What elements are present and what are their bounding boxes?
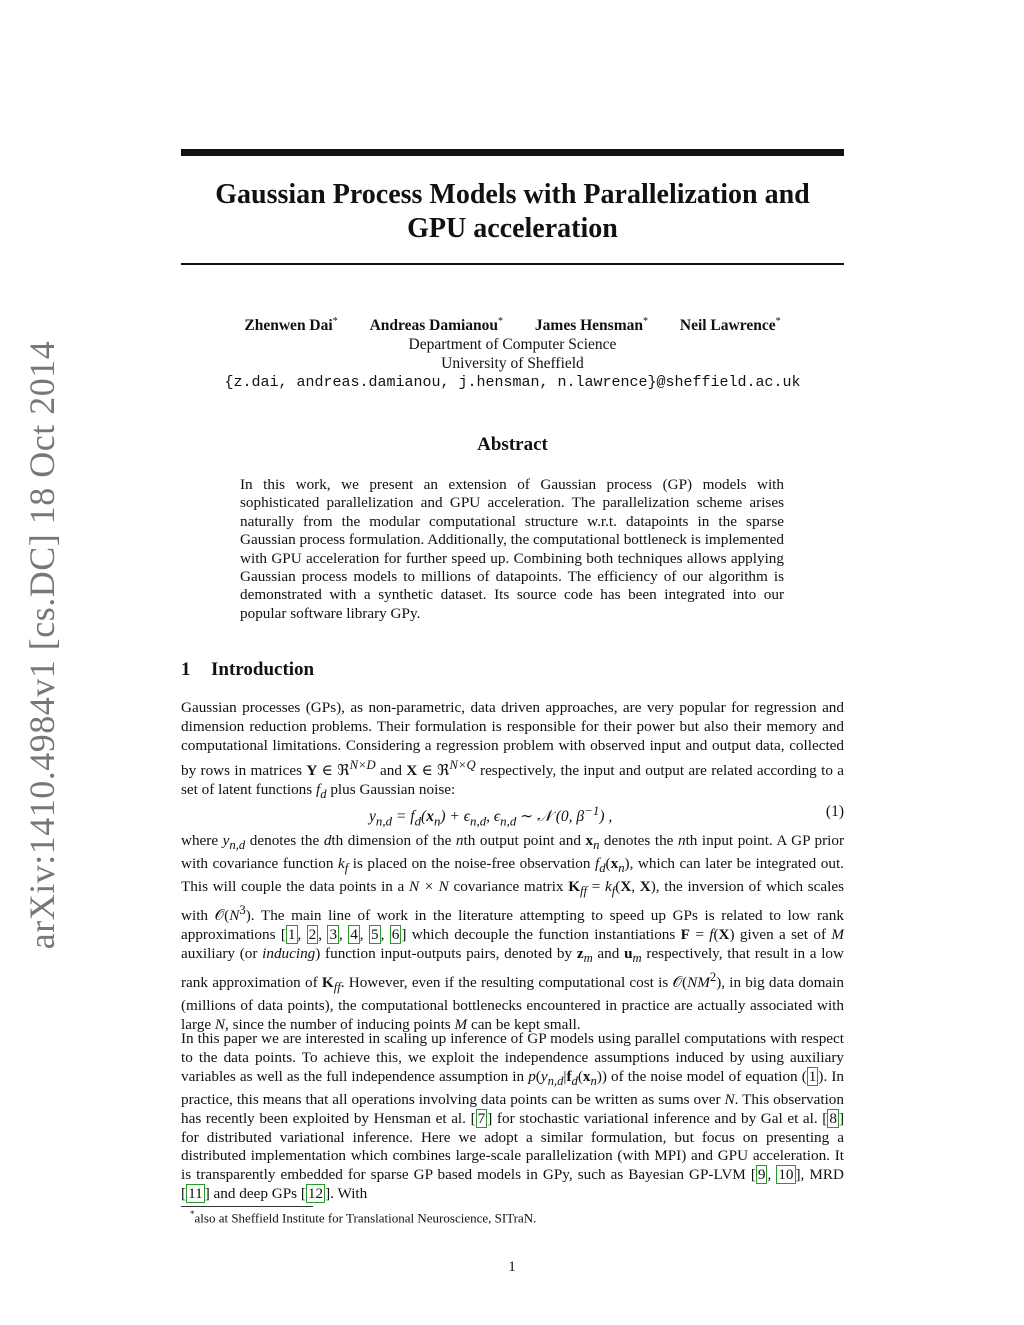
- author: Andreas Damianou*: [369, 316, 504, 335]
- intro-paragraph-1: Gaussian processes (GPs), as non-parametric, data driven approaches, are very popular for regression and dimension reduction problems. Their formulation is responsible for their power but also their memory and computational limitations. Considering a regression problem with observed input and output data, collected by rows in matrices Y ∈ ℜ$^{N\times D}$ and X ∈ ℜ$^{N\times Q}$ respectively, the input and output are related according to a set of latent functions $f_d$ plus Gaussian noise:: [181, 699, 844, 801]
- university: University of Sheffield: [441, 355, 584, 373]
- title-line-1: Gaussian Process Models with Parallelization and: [215, 179, 810, 210]
- author: James Hensman*: [534, 316, 648, 335]
- author-emails: {z.dai, andreas.damianou, j.hensman, n.lawrence}@sheffield.ac.uk: [224, 374, 801, 392]
- department: Department of Computer Science: [408, 336, 617, 354]
- page-number: 1: [508, 1259, 516, 1275]
- author: Neil Lawrence*: [679, 316, 781, 335]
- abstract-heading: Abstract: [477, 434, 548, 455]
- title-line-2: GPU acceleration: [407, 213, 618, 244]
- intro-paragraph-2: where $y_{n,d}$ denotes the dth dimension of the nth output point and $x_n$ denotes the nth input point. A GP prior with covariance function $k_f$ is placed on the noise-free observation $f_d(x_n)$, which can later be integrated out. This will couple the data points in a N × N covariance matrix $K_{ff} = k_f(X$, X), the inversion of which scales with $𝒪(N^3)$. The main line of work in the literature attempting to speed up GPs is related to low rank approximations [ 1 , 2 , 3 , 4 , 5 , 6 ] which decouple the function instantiations F = f(X) given a set of M auxiliary (or inducing) function input-outputs pairs, denoted by $z_m$ and $u_m$ respectively, that result in a low rank approximation of $K_{ff}$. However, even if the resulting computational cost is $𝒪(NM^2)$, in big data domain (millions of data points), the computational bottlenecks encountered in practice are actually associated with large N, since the number of inducing points M can be kept small.: [181, 832, 845, 1033]
- section-title: Introduction: [211, 659, 315, 680]
- author: Zhenwen Dai*: [244, 316, 338, 335]
- arxiv-identifier: arXiv:1410.4984v1 [cs.DC] 18 Oct 2014: [22, 340, 62, 950]
- intro-paragraph-3: In this paper we are interested in scaling up inference of GP models using parallel computations with respect to the data points. To achieve this, we exploit the independence assumptions induced by using auxiliary variables as well as the full independence assumption in $p(y_{n,d}|f_d(x_n))$ of the noise model of equation ( 1 ). In practice, this means that all operations involving data points can be written as sums over N. This observation has recently been exploited by Hensman et al. [ 7 ] for stochastic variational inference and by Gal et al. [ 8 ] for distributed variational inference. Here we adopt a similar formulation, but focus on presenting a distributed implementation which combines large-scale parallelization (with MPI) and GPU acceleration. It is transparently embedded for sparse GP based models in GPy, such as Bayesian GP-LVM [ 9 , 10 ], MRD [ 11 ] and deep GPs [ 12 ]. With: [181, 1030, 844, 1203]
- title-top-rule: [181, 149, 844, 156]
- paper-title: [181, 178, 844, 246]
- footnote-rule: [181, 1206, 313, 1207]
- footnote: *also at Sheffield Institute for Translational Neuroscience, SITraN.: [190, 1209, 537, 1226]
- title-bottom-rule: [181, 263, 844, 265]
- author-names: [181, 312, 844, 335]
- equation-body: $y_{n,d} = f_d(x_n) + \epsilon_{n,d}$, $\epsilon_{n,d}$ ∼ 𝒩 (0, $\beta^{-1}$) ,: [369, 803, 613, 829]
- equation-number: (1): [825, 803, 844, 820]
- section-heading: [181, 659, 314, 681]
- author-block: [181, 312, 844, 392]
- section-number: 1: [181, 659, 191, 680]
- footnote-text: also at Sheffield Institute for Translational Neuroscience, SITraN.: [194, 1210, 537, 1226]
- abstract-text: In this work, we present an extension of Gaussian process (GP) models with sophisticated parallelization and GPU acceleration. The parallelization scheme arises naturally from the modular computational structure w.r.t. datapoints in the sparse Gaussian process formulation. Additionally, the computational bottleneck is implemented with GPU acceleration for further speed up. Combining both techniques allows applying Gaussian process models to millions of datapoints. The efficiency of our algorithm is demonstrated with a synthetic dataset. Its source code has been integrated into our popular software library GPy.: [240, 476, 784, 622]
